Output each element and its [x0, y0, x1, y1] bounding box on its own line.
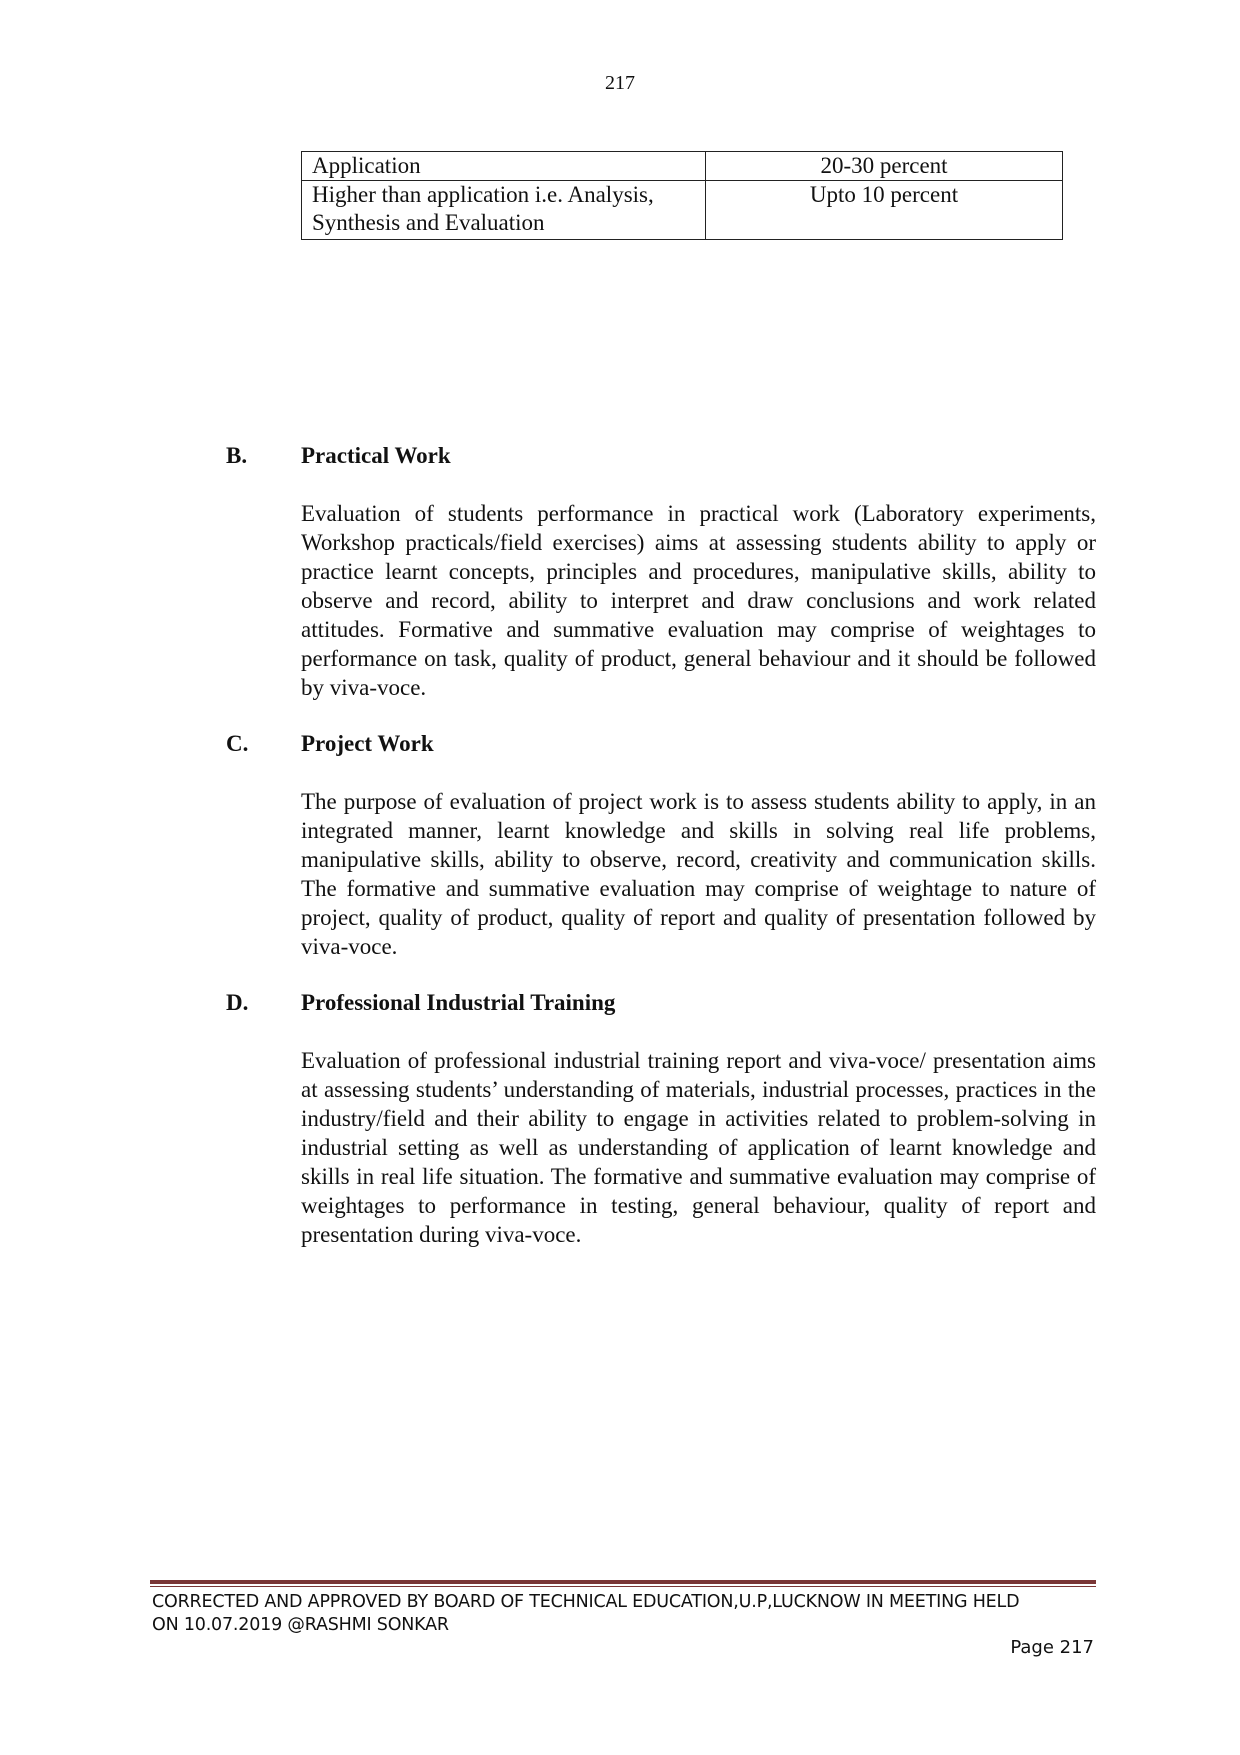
section-title: Project Work [301, 731, 434, 756]
section-title: Professional Industrial Training [301, 990, 616, 1015]
table-cell-level: Application [302, 152, 706, 181]
page-number-top: 217 [605, 72, 635, 94]
section-body-practical-work: Evaluation of students performance in practical work (Laboratory experiments, Workshop practicals/field exercises) aims at assessing students ability to apply or practice learnt concepts, principles and procedures, manipulative skills, ability to observe and record, ability to interpret and draw conclusions and work related attitudes. Formative and summative evaluation may comprise of weightages to performance on task, quality of product, general behaviour and it should be followed by viva-voce. [301, 501, 1096, 700]
section-letter: C. [226, 731, 249, 756]
table-row [302, 152, 1063, 181]
weightage-table [301, 151, 1063, 240]
table-cell-weight: Upto 10 percent [706, 181, 1063, 240]
section-letter: B. [226, 443, 248, 468]
footer-rule [150, 1580, 1096, 1587]
footer-page-number: Page 217 [1010, 1637, 1094, 1658]
section-title: Practical Work [301, 443, 451, 468]
table-cell-weight: 20-30 percent [706, 152, 1063, 181]
footer-line-1: CORRECTED AND APPROVED BY BOARD OF TECHNICAL EDUCATION,U.P,LUCKNOW IN MEETING HELD [152, 1592, 1020, 1612]
table-row [302, 181, 1063, 240]
section-letter: D. [226, 990, 249, 1015]
section-body-industrial-training: Evaluation of professional industrial training report and viva-voce/ presentation aims at assessing students’ understanding of materials, industrial processes, practices in the industry/field and their ability to engage in activities related to problem-solving in industrial setting as well as understanding of application of learnt knowledge and skills in real life situation. The formative and summative evaluation may comprise of weightages to performance in testing, general behaviour, quality of report and presentation during viva-voce. [301, 1048, 1096, 1247]
footer-line-2: ON 10.07.2019 @RASHMI SONKAR [152, 1615, 449, 1635]
table-cell-level: Higher than application i.e. Analysis, Synthesis and Evaluation [302, 181, 706, 240]
footer-approval-note [152, 1591, 1092, 1637]
section-body-project-work: The purpose of evaluation of project work is to assess students ability to apply, in an integrated manner, learnt knowledge and skills in solving real life problems, manipulative skills, ability to observe, record, creativity and communication skills. The formative and summative evaluation may comprise of weightage to nature of project, quality of product, quality of report and quality of presentation followed by viva-voce. [301, 789, 1096, 959]
